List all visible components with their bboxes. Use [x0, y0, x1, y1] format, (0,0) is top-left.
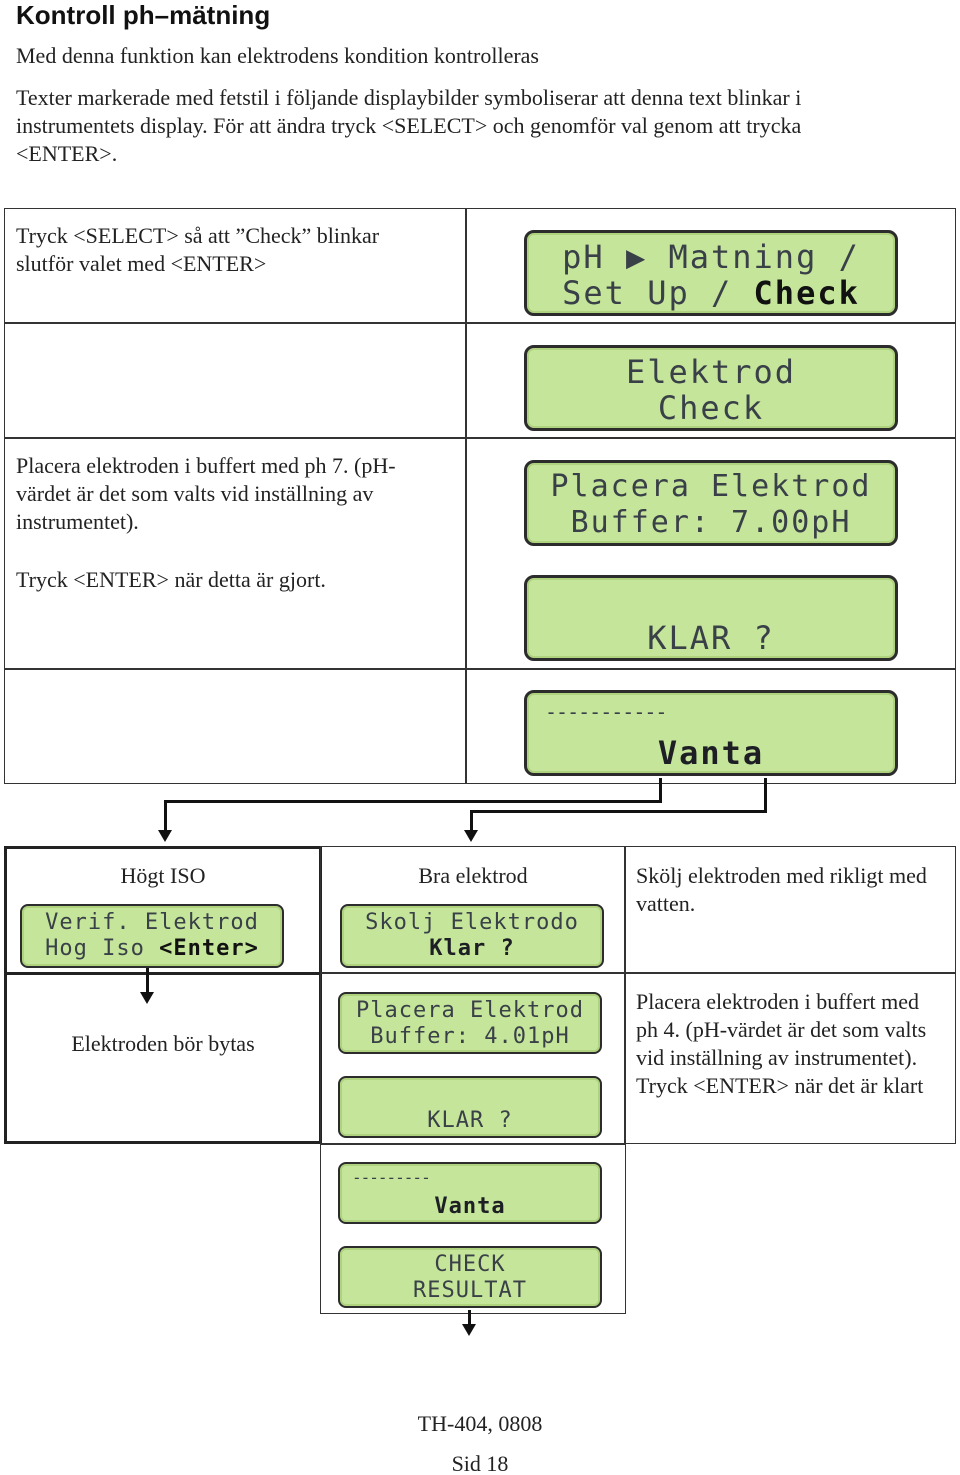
- connector-up-right: [764, 778, 767, 812]
- high-iso-heading: Högt ISO: [120, 863, 206, 888]
- good-rule-1: [320, 972, 626, 974]
- connector-to-good: [470, 810, 473, 832]
- step1-line-2: slutför valet med <ENTER>: [16, 251, 267, 276]
- lcd-rinse: [340, 904, 604, 968]
- lcd-line-2: Buffer: 4.01pH: [370, 1024, 570, 1049]
- lcd-vanta: [524, 690, 898, 776]
- high-iso-rule: [4, 972, 322, 975]
- lcd-line-1: Verif. Elektrod: [45, 910, 259, 935]
- top-table-rule-2: [4, 437, 956, 439]
- step2-line-1: Placera elektroden i buffert med ph 7. (pH-: [16, 453, 396, 478]
- good-rule-2: [320, 1143, 626, 1145]
- lcd-line-1: pH ▶ Matning /: [562, 238, 860, 276]
- footer-page-number: Sid 18: [451, 1451, 509, 1475]
- lcd-line-2: Check: [657, 389, 765, 427]
- lcd-line-2: KLAR ?: [427, 1108, 513, 1133]
- lcd-line-1: Skolj Elektrodo: [365, 910, 579, 935]
- lcd-line-2: Set Up / Check: [562, 274, 860, 312]
- lcd-measure-setup-check: [524, 230, 898, 316]
- lcd-progress-dashes: ---------: [352, 1168, 430, 1187]
- lcd-line-2: Klar ?: [429, 936, 515, 961]
- connector-up-left: [659, 778, 662, 802]
- connector-to-replace: [146, 968, 149, 994]
- lcd-line-2: Hog Iso <Enter>: [45, 936, 259, 961]
- replace-electrode-text: Elektroden bör bytas: [71, 1031, 255, 1056]
- lcd-progress-dashes: -----------: [545, 700, 667, 724]
- top-table-divider: [465, 208, 467, 784]
- lcd-klar: [524, 575, 898, 661]
- lcd-line-1: Placera Elektrod: [356, 998, 584, 1023]
- step2-line-2: värdet är det som valts vid inställning av: [16, 481, 374, 506]
- buffer-4-instructions: Placera elektroden i buffert med ph 4. (pH-värdet är det som valts vid inställning av instrumentet). Tryck <ENTER> när det är klart: [636, 989, 927, 1098]
- arrow-head-good: [464, 830, 478, 842]
- description-line-1: Texter markerade med fetstil i följande displaybilder symboliserar att denna text blinkar i: [16, 85, 802, 110]
- connector-horizontal-bottom: [470, 810, 767, 813]
- lcd-elektrod-check: [524, 345, 898, 431]
- good-electrode-heading: Bra elektrod: [418, 863, 528, 888]
- lcd-line-2: Vanta: [657, 734, 765, 772]
- arrow-head-result: [462, 1324, 476, 1336]
- lcd-line-2: KLAR ?: [647, 619, 775, 657]
- lcd-buffer-4: [338, 992, 602, 1054]
- intro-text: Med denna funktion kan elektrodens kondition kontrolleras: [16, 43, 539, 68]
- connector-to-high-iso: [164, 800, 167, 832]
- lcd-check-result: [338, 1246, 602, 1308]
- lcd-line-1: Placera Elektrod: [550, 469, 872, 504]
- lcd-vanta-small: [338, 1162, 602, 1224]
- arrow-head-high-iso: [158, 830, 172, 842]
- description-line-2: instrumentets display. För att ändra tryck <SELECT> och genomför val genom att trycka: [16, 113, 802, 138]
- page-title: Kontroll ph–mätning: [16, 0, 271, 30]
- lcd-line-2: Vanta: [434, 1194, 506, 1219]
- lcd-buffer-7: [524, 460, 898, 546]
- step2-line-3: instrumentet).: [16, 509, 139, 534]
- rinse-text: Skölj elektroden med rikligt med vatten.: [636, 863, 927, 916]
- lcd-line-1: Elektrod: [625, 353, 797, 391]
- step1-line-1: Tryck <SELECT> så att ”Check” blinkar: [16, 223, 380, 248]
- connector-horizontal-top: [164, 800, 662, 803]
- lcd-line-2: Buffer: 7.00pH: [570, 505, 852, 540]
- arrow-head-replace: [140, 992, 154, 1004]
- description-line-3: <ENTER>.: [16, 141, 118, 166]
- high-iso-column: [4, 846, 322, 1144]
- top-table-rule-3: [4, 668, 956, 670]
- lcd-line-2: RESULTAT: [413, 1278, 527, 1303]
- lcd-line-1: CHECK: [434, 1252, 506, 1277]
- lcd-klar-small: [338, 1076, 602, 1138]
- top-table-rule-1: [4, 322, 956, 324]
- rinse-rule: [624, 972, 956, 974]
- lcd-high-iso: [20, 904, 284, 968]
- blinking-check: Check: [753, 274, 860, 312]
- blinking-enter: <Enter>: [159, 936, 259, 961]
- footer-doc-id: TH-404, 0808: [417, 1411, 543, 1436]
- step2-line-4: Tryck <ENTER> när detta är gjort.: [16, 567, 326, 592]
